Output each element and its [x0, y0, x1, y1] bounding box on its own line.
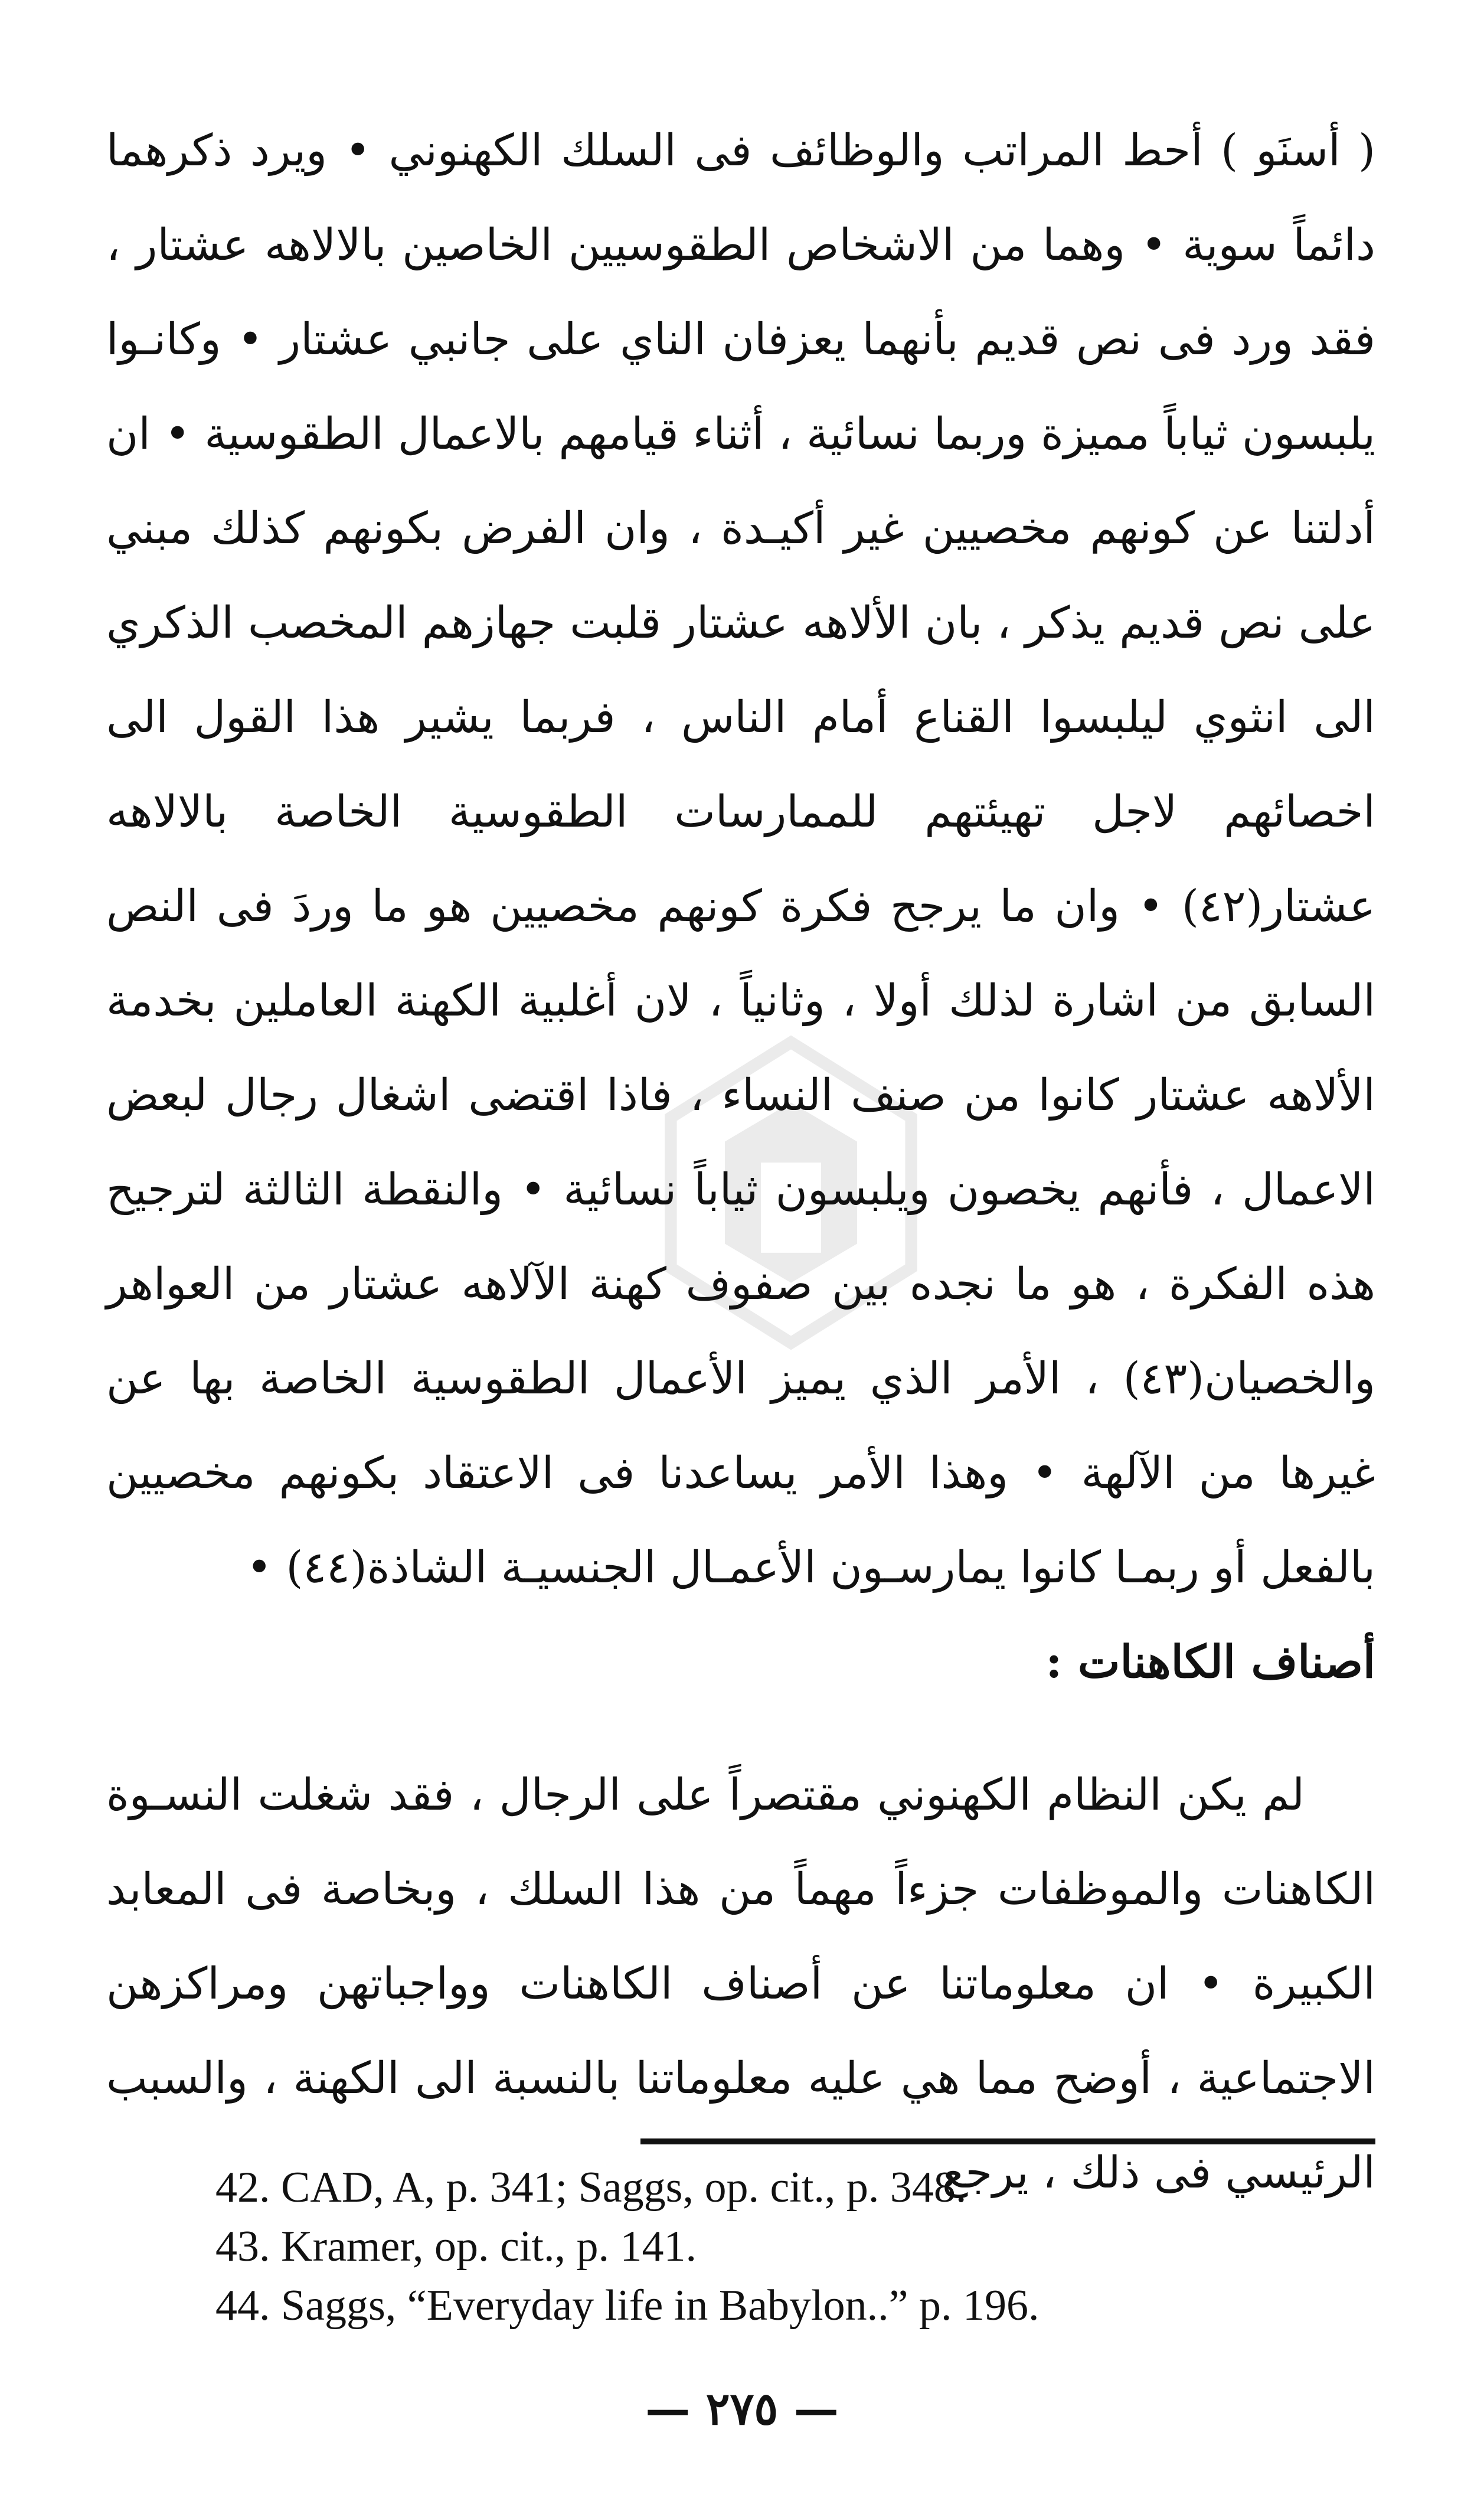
- footnote-42: 42. CAD, A, p. 341; Saggs, op. cit., p. 348.: [215, 2163, 967, 2212]
- main-text: [106, 103, 1375, 1615]
- footnotes: [215, 2158, 1378, 2335]
- footnote-43: 43. Kramer, op. cit., p. 141.: [215, 2222, 697, 2271]
- body-paragraph: ( أسنَو ) أحط المراتب والوظائف فى السلك الكهنوني • ويرد ذكرهما دائماً سوية • وهما من الاشخاص الطقوسيين الخاصين بالالاهه عشتار ، فقد ورد فى نص قديم بأنهما يعزفان الناي على جانبي عشتار • وكانـوا يلبسون ثياباً مميزة وربما نسائية ، أثناء قيامهم بالاعمال الطقوسية • ان أدلتنا عن كونهم مخصيين غير أكيـدة ، وان الفرض بكونهم كذلك مبني على نص قديم يذكر ، بان الألاهه عشتار قلبت جهازهم المخصب الذكري الى انثوي ليلبسوا القناع أمام الناس ، فربما يشير هذا القول الى اخصائهم لاجل تهيئتهم للممارسات الطقوسية الخاصة بالالاهه عشتار(٤٢) • وان ما يرجح فكرة كونهم مخصيين هو ما وردَ فى النص السابق من اشارة لذلك أولا ، وثانياً ، لان أغلبية الكهنة العاملين بخدمة الألاهه عشتار كانوا من صنف النساء ، فاذا اقتضى اشغال رجال لبعض الاعمال ، فأنهم يخصون ويلبسون ثياباً نسائية • والنقطة الثالثة لترجيح هذه الفكرة ، هو ما نجده بين صفوف كهنة الآلاهه عشتار من العواهر والخصيان(٤٣) ، الأمر الذي يميز الأعمال الطقوسية الخاصة بها عن غيرها من الآلهة • وهذا الأمر يساعدنا فى الاعتقاد بكونهم مخصيين بالفعل أو ربمـا كانوا يمارسـون الأعمـال الجنسيـة الشاذة(٤٤) •: [106, 125, 1375, 1593]
- section-text: [106, 1748, 1375, 2220]
- section-paragraph: لم يكن النظام الكهنوني مقتصراً على الرجال ، فقد شغلت النسـوة الكاهنات والموظفات جزءاً مهماً من هذا السلك ، وبخاصة فى المعابد الكبيرة • ان معلوماتنا عن أصناف الكاهنات وواجباتهن ومراكزهن الاجتماعية ، أوضح مما هي عليه معلوماتنا بالنسبة الى الكهنة ، والسبب الرئيسي فى ذلك ، يرجع: [106, 1769, 1375, 2198]
- footnote-separator: [640, 2138, 1375, 2144]
- footnote-44: 44. Saggs, “Everyday life in Babylon..” p. 196.: [215, 2281, 1040, 2330]
- page-number: — ٢٧٥ —: [645, 2382, 839, 2435]
- section-heading: أصناف الكاهنات :: [1045, 1635, 1375, 1688]
